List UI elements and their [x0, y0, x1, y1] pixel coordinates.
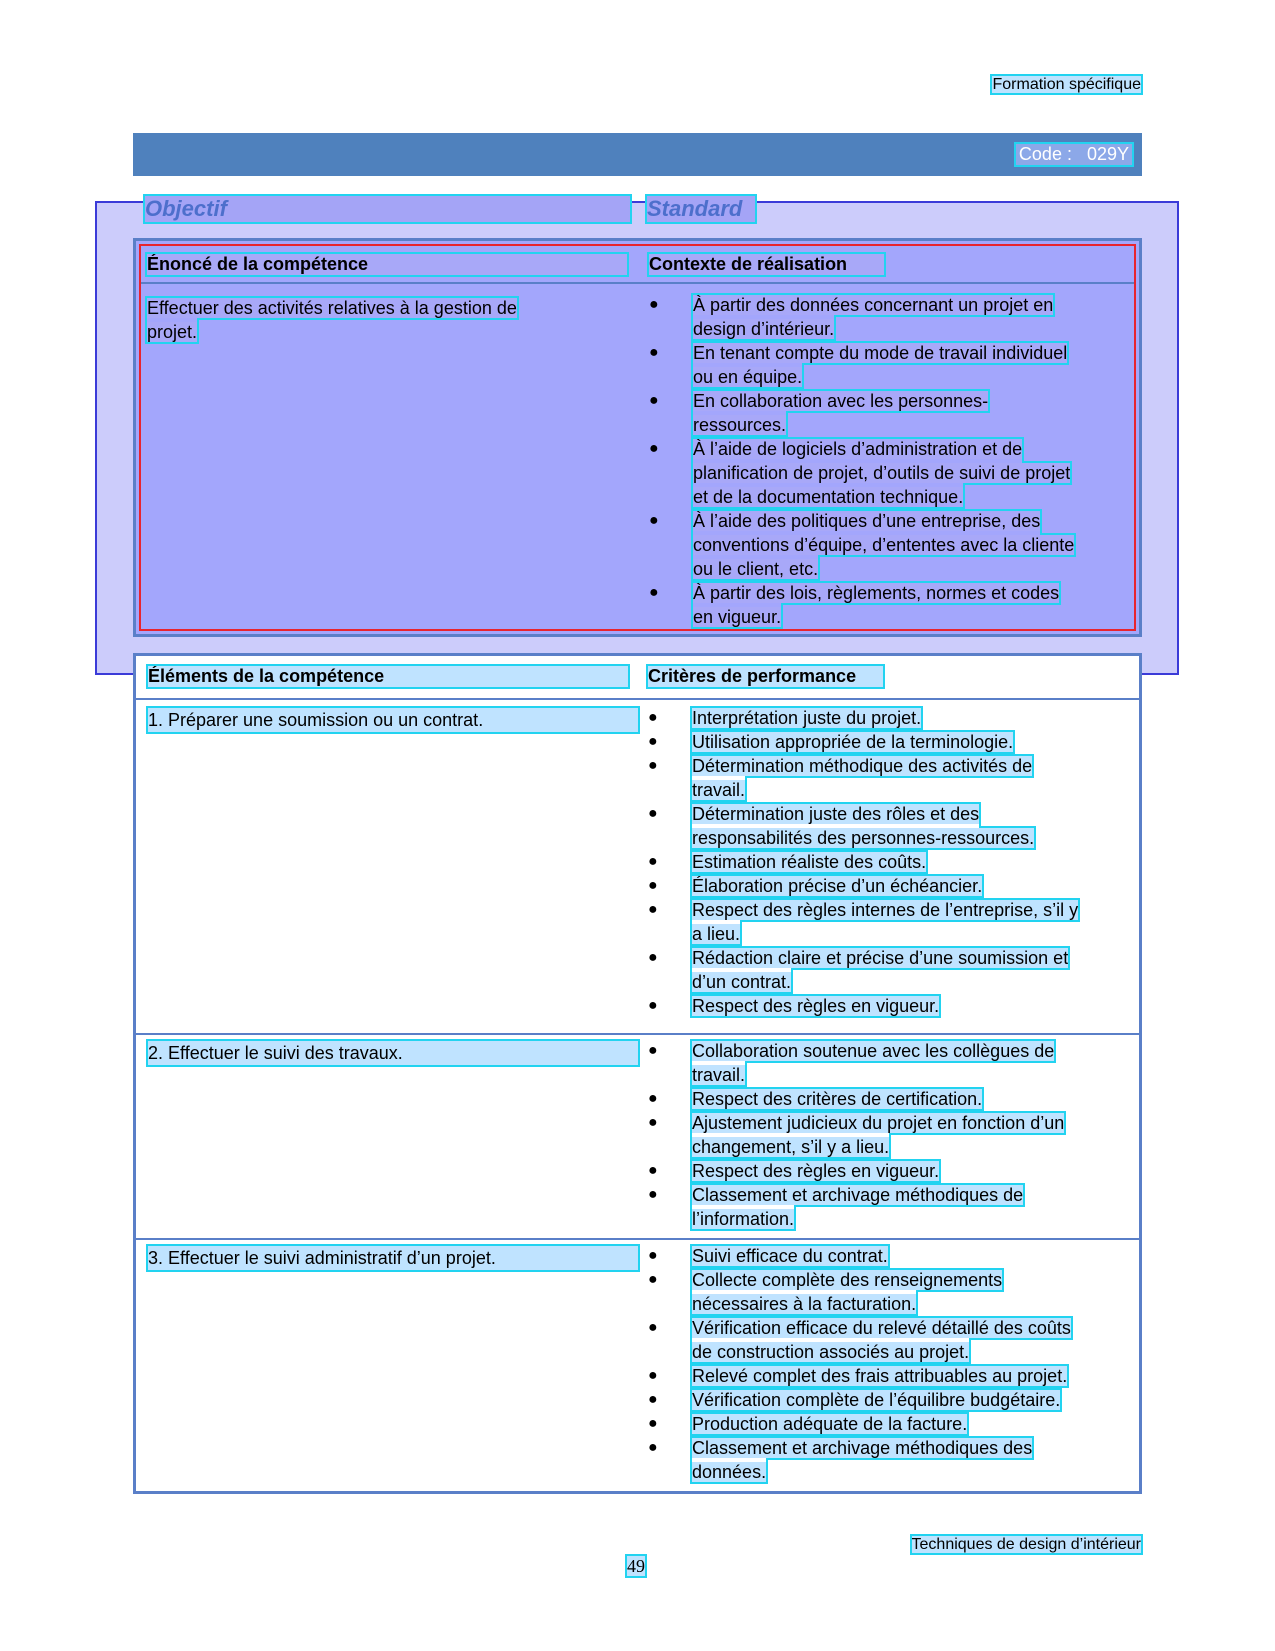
list-item: ● Rédaction claire et précise d’une soumission et d’un contrat. — [648, 948, 1069, 992]
element-1: 1. Préparer une soumission ou un contrat. — [148, 708, 638, 732]
header-divider — [141, 282, 1134, 284]
header-contexte: Contexte de réalisation — [649, 254, 884, 275]
list-item: ● Respect des critères de certification. — [648, 1089, 983, 1109]
criteria-list-3 — [648, 1244, 1088, 1484]
row-divider — [136, 1033, 1139, 1035]
list-item: ● Production adéquate de la facture. — [648, 1414, 968, 1434]
criteria-list-1 — [648, 706, 1088, 1018]
list-item: ● Classement et archivage méthodiques de l’information. — [648, 1185, 1024, 1229]
list-item: ● Interprétation juste du projet. — [648, 708, 922, 728]
competence-table-frame — [139, 244, 1136, 631]
code-bar — [133, 133, 1142, 176]
program-name: Techniques de design d’intérieur — [911, 1536, 1141, 1553]
list-item: ● Respect des règles internes de l’entreprise, s’il y a lieu. — [648, 900, 1079, 944]
elements-table — [133, 653, 1142, 1494]
list-item: ● Vérification efficace du relevé détaillé des coûts de construction associés au projet. — [648, 1318, 1071, 1362]
list-item: ● À partir des lois, règlements, normes et codes en vigueur. — [649, 583, 1060, 627]
list-item: ● En tenant compte du mode de travail individuel ou en équipe. — [649, 343, 1068, 387]
list-item: ● Élaboration précise d’un échéancier. — [648, 876, 983, 896]
list-item: ● Utilisation appropriée de la terminologie. — [648, 732, 1014, 752]
list-item: ● En collaboration avec les personnes-ressources. — [649, 391, 989, 435]
context-list — [649, 293, 1079, 629]
list-item: ● Collecte complète des renseignements nécessaires à la facturation. — [648, 1270, 1003, 1314]
list-item: ● Détermination juste des rôles et des responsabilités des personnes-ressources. — [648, 804, 1035, 848]
header-divider — [136, 698, 1139, 700]
list-item: ● Vérification complète de l’équilibre budgétaire. — [648, 1390, 1061, 1410]
element-3: 3. Effectuer le suivi administratif d’un projet. — [148, 1246, 638, 1270]
row-divider — [136, 1238, 1139, 1240]
list-item: ● Classement et archivage méthodiques des données. — [648, 1438, 1033, 1482]
section-title: Formation spécifique — [992, 76, 1141, 93]
header-enonce: Énoncé de la compétence — [147, 254, 627, 275]
header-elements: Éléments de la compétence — [148, 666, 628, 687]
competency-code: Code : 029Y — [1016, 144, 1132, 165]
heading-objectif: Objectif — [145, 196, 630, 222]
list-item: ● Collaboration soutenue avec les collègues de travail. — [648, 1041, 1055, 1085]
page-number: 49 — [627, 1556, 645, 1576]
list-item: ● Respect des règles en vigueur. — [648, 1161, 940, 1181]
list-item: ● À l’aide des politiques d’une entreprise, des conventions d’équipe, d’ententes avec la cliente ou le client, etc. — [649, 511, 1075, 579]
element-2: 2. Effectuer le suivi des travaux. — [148, 1041, 638, 1065]
list-item: ● Détermination méthodique des activités de travail. — [648, 756, 1033, 800]
header-criteres: Critères de performance — [648, 666, 883, 687]
list-item: ● Respect des règles en vigueur. — [648, 996, 940, 1016]
list-item: ● Relevé complet des frais attribuables au projet. — [648, 1366, 1068, 1386]
list-item: ● À l’aide de logiciels d’administration et de planification de projet, d’outils de suivi de projet et de la documentation technique. — [649, 439, 1071, 507]
list-item: ● Suivi efficace du contrat. — [648, 1246, 888, 1266]
heading-standard: Standard — [647, 196, 755, 222]
list-item: ● Ajustement judicieux du projet en fonction d’un changement, s’il y a lieu. — [648, 1113, 1065, 1157]
list-item: ● Estimation réaliste des coûts. — [648, 852, 927, 872]
list-item: ● À partir des données concernant un projet en design d’intérieur. — [649, 295, 1054, 339]
competence-statement: Effectuer des activités relatives à la gestion de projet. — [147, 298, 517, 342]
criteria-list-2 — [648, 1039, 1088, 1231]
competence-table — [133, 238, 1142, 637]
